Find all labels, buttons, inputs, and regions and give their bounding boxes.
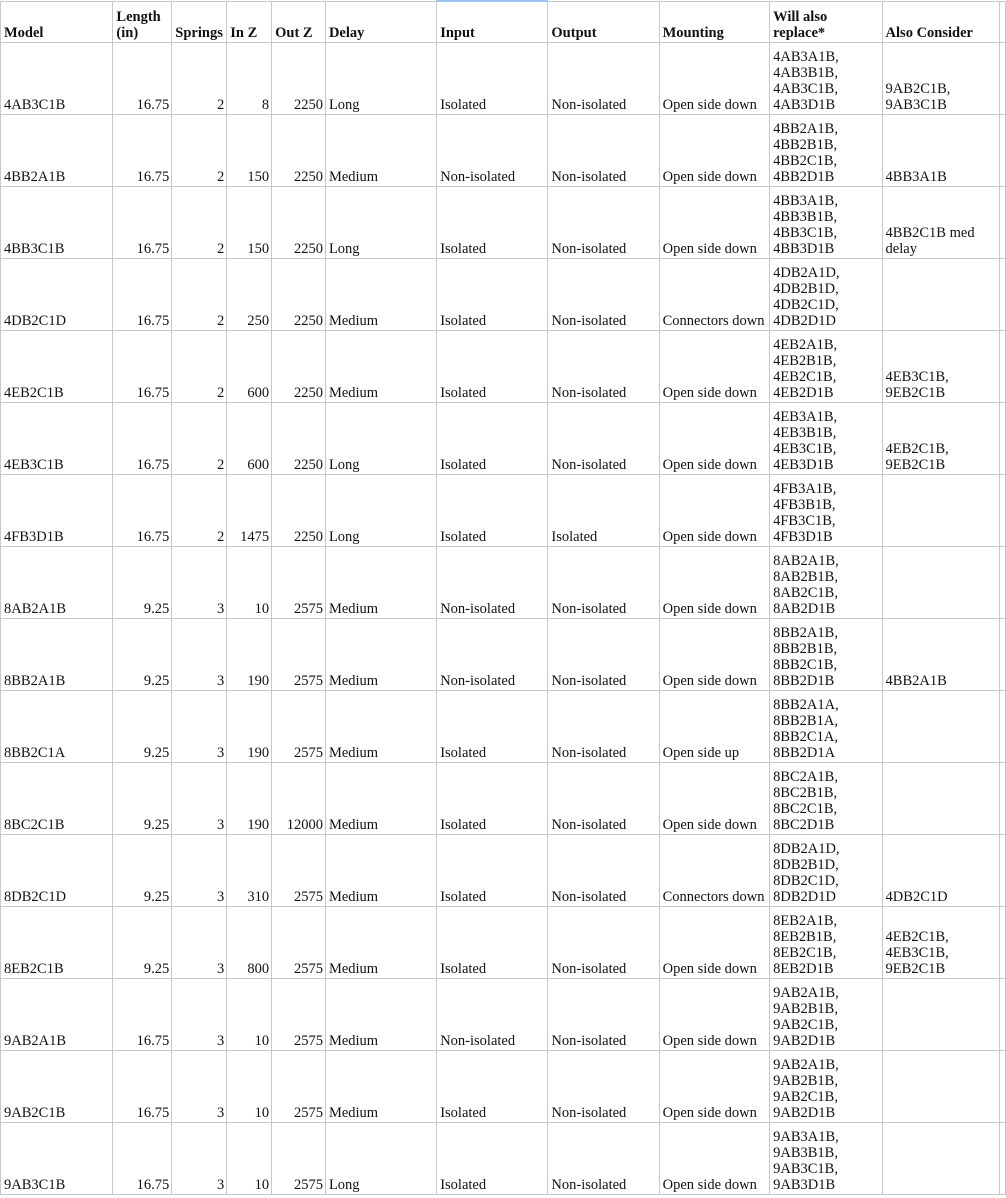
cell-consider[interactable]: [882, 474, 999, 546]
cell-output[interactable]: Isolated: [548, 474, 659, 546]
cell-in-z[interactable]: 10: [227, 1122, 272, 1194]
cell-mounting[interactable]: Open side down: [659, 186, 769, 258]
cell-model[interactable]: 9AB2C1B: [1, 1050, 113, 1122]
cell-out-z[interactable]: 2575: [272, 618, 326, 690]
cell-out-z[interactable]: 2250: [272, 42, 326, 114]
table-row: [1, 834, 1006, 906]
cell-output[interactable]: Non-isolated: [548, 690, 659, 762]
cell-input[interactable]: Non-isolated: [437, 546, 548, 618]
cell-consider[interactable]: 4BB3A1B: [882, 114, 999, 186]
cell-output[interactable]: Non-isolated: [548, 402, 659, 474]
cell-input[interactable]: Isolated: [437, 186, 548, 258]
cell-replace[interactable]: 8EB2A1B, 8EB2B1B, 8EB2C1B, 8EB2D1B: [770, 906, 882, 978]
cell-springs[interactable]: 3: [172, 546, 227, 618]
header-also-consider[interactable]: Also Consider: [882, 1, 999, 42]
cell-output[interactable]: Non-isolated: [548, 42, 659, 114]
cell-output[interactable]: Non-isolated: [548, 978, 659, 1050]
cell-input[interactable]: Isolated: [437, 1050, 548, 1122]
table-row: [1, 1050, 1006, 1122]
cell-consider[interactable]: [882, 978, 999, 1050]
cell-delay[interactable]: Medium: [325, 258, 436, 330]
cell-length[interactable]: 9.25: [113, 690, 172, 762]
cell-consider[interactable]: 9AB2C1B, 9AB3C1B: [882, 42, 999, 114]
table-row: [1, 762, 1006, 834]
cell-mounting[interactable]: Connectors down: [659, 258, 769, 330]
cell-springs[interactable]: 2: [172, 258, 227, 330]
cell-mounting[interactable]: Open side down: [659, 978, 769, 1050]
cell-model[interactable]: 8BB2C1A: [1, 690, 113, 762]
cell-output[interactable]: Non-isolated: [548, 258, 659, 330]
header-row: [1, 1, 1006, 42]
cell-consider[interactable]: [882, 1122, 999, 1194]
table-row: [1, 42, 1006, 114]
cell-out-z[interactable]: 2575: [272, 906, 326, 978]
cell-replace[interactable]: 4BB3A1B, 4BB3B1B, 4BB3C1B, 4BB3D1B: [770, 186, 882, 258]
cell-overflow[interactable]: [999, 330, 1005, 402]
header-overflow-column[interactable]: [999, 1, 1005, 42]
cell-springs[interactable]: 2: [172, 186, 227, 258]
header-in-z[interactable]: In Z: [227, 1, 272, 42]
cell-input[interactable]: Isolated: [437, 42, 548, 114]
cell-overflow[interactable]: [999, 474, 1005, 546]
cell-mounting[interactable]: Open side down: [659, 906, 769, 978]
cell-in-z[interactable]: 8: [227, 42, 272, 114]
cell-consider[interactable]: [882, 1050, 999, 1122]
header-length[interactable]: Length (in): [113, 1, 172, 42]
header-model[interactable]: Model: [1, 1, 113, 42]
cell-input[interactable]: Non-isolated: [437, 114, 548, 186]
cell-length[interactable]: 16.75: [113, 258, 172, 330]
cell-delay[interactable]: Medium: [325, 330, 436, 402]
cell-delay[interactable]: Long: [325, 474, 436, 546]
cell-consider[interactable]: 4EB2C1B, 9EB2C1B: [882, 402, 999, 474]
cell-input[interactable]: Isolated: [437, 330, 548, 402]
cell-overflow[interactable]: [999, 906, 1005, 978]
cell-springs[interactable]: 3: [172, 690, 227, 762]
cell-out-z[interactable]: 12000: [272, 762, 326, 834]
cell-out-z[interactable]: 2250: [272, 186, 326, 258]
table-row: [1, 114, 1006, 186]
cell-mounting[interactable]: Open side down: [659, 42, 769, 114]
cell-overflow[interactable]: [999, 114, 1005, 186]
cell-delay[interactable]: Medium: [325, 834, 436, 906]
cell-model[interactable]: 4EB2C1B: [1, 330, 113, 402]
cell-out-z[interactable]: 2250: [272, 402, 326, 474]
cell-model[interactable]: 4EB3C1B: [1, 402, 113, 474]
cell-overflow[interactable]: [999, 1122, 1005, 1194]
cell-consider[interactable]: [882, 546, 999, 618]
cell-delay[interactable]: Medium: [325, 114, 436, 186]
cell-springs[interactable]: 3: [172, 978, 227, 1050]
cell-springs[interactable]: 2: [172, 402, 227, 474]
cell-output[interactable]: Non-isolated: [548, 906, 659, 978]
cell-mounting[interactable]: Open side down: [659, 114, 769, 186]
cell-output[interactable]: Non-isolated: [548, 114, 659, 186]
header-mounting[interactable]: Mounting: [659, 1, 769, 42]
cell-replace[interactable]: 4BB2A1B, 4BB2B1B, 4BB2C1B, 4BB2D1B: [770, 114, 882, 186]
cell-replace[interactable]: 4EB3A1B, 4EB3B1B, 4EB3C1B, 4EB3D1B: [770, 402, 882, 474]
cell-length[interactable]: 16.75: [113, 474, 172, 546]
cell-input[interactable]: Isolated: [437, 1122, 548, 1194]
cell-out-z[interactable]: 2575: [272, 546, 326, 618]
cell-model[interactable]: 4AB3C1B: [1, 42, 113, 114]
cell-replace[interactable]: 4FB3A1B, 4FB3B1B, 4FB3C1B, 4FB3D1B: [770, 474, 882, 546]
cell-input[interactable]: Isolated: [437, 690, 548, 762]
cell-input[interactable]: Non-isolated: [437, 618, 548, 690]
cell-springs[interactable]: 3: [172, 834, 227, 906]
cell-model[interactable]: 8BC2C1B: [1, 762, 113, 834]
table-row: [1, 978, 1006, 1050]
cell-springs[interactable]: 3: [172, 618, 227, 690]
cell-input[interactable]: Isolated: [437, 762, 548, 834]
cell-consider[interactable]: 4EB3C1B, 9EB2C1B: [882, 330, 999, 402]
cell-overflow[interactable]: [999, 546, 1005, 618]
cell-consider[interactable]: [882, 762, 999, 834]
cell-out-z[interactable]: 2250: [272, 114, 326, 186]
cell-delay[interactable]: Medium: [325, 618, 436, 690]
cell-delay[interactable]: Long: [325, 186, 436, 258]
cell-overflow[interactable]: [999, 258, 1005, 330]
cell-consider[interactable]: 4BB2A1B: [882, 618, 999, 690]
cell-in-z[interactable]: 150: [227, 114, 272, 186]
table-row: [1, 258, 1006, 330]
cell-delay[interactable]: Medium: [325, 690, 436, 762]
cell-overflow[interactable]: [999, 978, 1005, 1050]
cell-springs[interactable]: 3: [172, 1122, 227, 1194]
cell-mounting[interactable]: Open side down: [659, 402, 769, 474]
table-body: [1, 42, 1006, 1194]
cell-model[interactable]: 9AB2A1B: [1, 978, 113, 1050]
cell-overflow[interactable]: [999, 42, 1005, 114]
cell-output[interactable]: Non-isolated: [548, 762, 659, 834]
cell-replace[interactable]: 8BB2A1A, 8BB2B1A, 8BB2C1A, 8BB2D1A: [770, 690, 882, 762]
cell-replace[interactable]: 4DB2A1D, 4DB2B1D, 4DB2C1D, 4DB2D1D: [770, 258, 882, 330]
cell-length[interactable]: 16.75: [113, 1122, 172, 1194]
cell-replace[interactable]: 8DB2A1D, 8DB2B1D, 8DB2C1D, 8DB2D1D: [770, 834, 882, 906]
cell-model[interactable]: 4BB2A1B: [1, 114, 113, 186]
cell-in-z[interactable]: 10: [227, 546, 272, 618]
cell-output[interactable]: Non-isolated: [548, 834, 659, 906]
header-springs[interactable]: Springs: [172, 1, 227, 42]
cell-overflow[interactable]: [999, 834, 1005, 906]
cell-model[interactable]: 8EB2C1B: [1, 906, 113, 978]
cell-springs[interactable]: 2: [172, 114, 227, 186]
cell-mounting[interactable]: Open side up: [659, 690, 769, 762]
cell-output[interactable]: Non-isolated: [548, 330, 659, 402]
header-input[interactable]: Input: [437, 1, 548, 42]
cell-mounting[interactable]: Open side down: [659, 546, 769, 618]
cell-input[interactable]: Non-isolated: [437, 978, 548, 1050]
cell-out-z[interactable]: 2250: [272, 330, 326, 402]
cell-in-z[interactable]: 600: [227, 402, 272, 474]
cell-overflow[interactable]: [999, 762, 1005, 834]
cell-model[interactable]: 8AB2A1B: [1, 546, 113, 618]
cell-length[interactable]: 16.75: [113, 1050, 172, 1122]
header-will-also-replace[interactable]: Will also replace*: [770, 1, 882, 42]
table-row: [1, 690, 1006, 762]
cell-length[interactable]: 16.75: [113, 186, 172, 258]
cell-length[interactable]: 16.75: [113, 114, 172, 186]
cell-in-z[interactable]: 600: [227, 330, 272, 402]
cell-springs[interactable]: 2: [172, 474, 227, 546]
cell-out-z[interactable]: 2575: [272, 978, 326, 1050]
cell-length[interactable]: 9.25: [113, 762, 172, 834]
cell-input[interactable]: Isolated: [437, 906, 548, 978]
cell-consider[interactable]: 4BB2C1B med delay: [882, 186, 999, 258]
cell-mounting[interactable]: Open side down: [659, 762, 769, 834]
cell-length[interactable]: 16.75: [113, 42, 172, 114]
table-row: [1, 546, 1006, 618]
cell-mounting[interactable]: Open side down: [659, 330, 769, 402]
cell-replace[interactable]: 8BB2A1B, 8BB2B1B, 8BB2C1B, 8BB2D1B: [770, 618, 882, 690]
cell-length[interactable]: 16.75: [113, 330, 172, 402]
cell-length[interactable]: 16.75: [113, 402, 172, 474]
cell-in-z[interactable]: 800: [227, 906, 272, 978]
cell-springs[interactable]: 2: [172, 330, 227, 402]
cell-replace[interactable]: 8AB2A1B, 8AB2B1B, 8AB2C1B, 8AB2D1B: [770, 546, 882, 618]
cell-consider[interactable]: 4DB2C1D: [882, 834, 999, 906]
cell-length[interactable]: 9.25: [113, 906, 172, 978]
cell-replace[interactable]: 9AB3A1B, 9AB3B1B, 9AB3C1B, 9AB3D1B: [770, 1122, 882, 1194]
cell-model[interactable]: 4BB3C1B: [1, 186, 113, 258]
cell-overflow[interactable]: [999, 690, 1005, 762]
cell-out-z[interactable]: 2575: [272, 1122, 326, 1194]
cell-overflow[interactable]: [999, 402, 1005, 474]
cell-delay[interactable]: Medium: [325, 546, 436, 618]
table-row: [1, 906, 1006, 978]
cell-delay[interactable]: Medium: [325, 906, 436, 978]
cell-in-z[interactable]: 190: [227, 690, 272, 762]
cell-in-z[interactable]: 150: [227, 186, 272, 258]
cell-mounting[interactable]: Open side down: [659, 1050, 769, 1122]
cell-in-z[interactable]: 250: [227, 258, 272, 330]
cell-consider[interactable]: [882, 690, 999, 762]
cell-replace[interactable]: 9AB2A1B, 9AB2B1B, 9AB2C1B, 9AB2D1B: [770, 978, 882, 1050]
cell-model[interactable]: 4DB2C1D: [1, 258, 113, 330]
cell-springs[interactable]: 2: [172, 42, 227, 114]
cell-model[interactable]: 8BB2A1B: [1, 618, 113, 690]
cell-consider[interactable]: 4EB2C1B, 4EB3C1B, 9EB2C1B: [882, 906, 999, 978]
cell-output[interactable]: Non-isolated: [548, 186, 659, 258]
cell-out-z[interactable]: 2575: [272, 1050, 326, 1122]
cell-springs[interactable]: 3: [172, 1050, 227, 1122]
cell-springs[interactable]: 3: [172, 762, 227, 834]
cell-mounting[interactable]: Connectors down: [659, 834, 769, 906]
cell-delay[interactable]: Long: [325, 1122, 436, 1194]
cell-length[interactable]: 9.25: [113, 618, 172, 690]
cell-model[interactable]: 8DB2C1D: [1, 834, 113, 906]
cell-out-z[interactable]: 2575: [272, 834, 326, 906]
table-row: [1, 618, 1006, 690]
cell-input[interactable]: Isolated: [437, 474, 548, 546]
cell-consider[interactable]: [882, 258, 999, 330]
cell-in-z[interactable]: 190: [227, 618, 272, 690]
cell-mounting[interactable]: Open side down: [659, 1122, 769, 1194]
cell-model[interactable]: 9AB3C1B: [1, 1122, 113, 1194]
cell-delay[interactable]: Long: [325, 402, 436, 474]
cell-output[interactable]: Non-isolated: [548, 1050, 659, 1122]
cell-input[interactable]: Isolated: [437, 402, 548, 474]
cell-model[interactable]: 4FB3D1B: [1, 474, 113, 546]
cell-length[interactable]: 9.25: [113, 546, 172, 618]
cell-overflow[interactable]: [999, 186, 1005, 258]
cell-in-z[interactable]: 310: [227, 834, 272, 906]
cell-delay[interactable]: Medium: [325, 978, 436, 1050]
cell-delay[interactable]: Long: [325, 42, 436, 114]
cell-output[interactable]: Non-isolated: [548, 546, 659, 618]
table-row: [1, 1122, 1006, 1194]
cell-delay[interactable]: Medium: [325, 1050, 436, 1122]
cell-mounting[interactable]: Open side down: [659, 618, 769, 690]
cell-in-z[interactable]: 1475: [227, 474, 272, 546]
cell-replace[interactable]: 4AB3A1B, 4AB3B1B, 4AB3C1B, 4AB3D1B: [770, 42, 882, 114]
cell-out-z[interactable]: 2575: [272, 690, 326, 762]
header-delay[interactable]: Delay: [325, 1, 436, 42]
header-output[interactable]: Output: [548, 1, 659, 42]
table-row: [1, 474, 1006, 546]
cell-springs[interactable]: 3: [172, 906, 227, 978]
cell-mounting[interactable]: Open side down: [659, 474, 769, 546]
cell-length[interactable]: 9.25: [113, 834, 172, 906]
cell-output[interactable]: Non-isolated: [548, 618, 659, 690]
cell-replace[interactable]: 4EB2A1B, 4EB2B1B, 4EB2C1B, 4EB2D1B: [770, 330, 882, 402]
cell-input[interactable]: Isolated: [437, 258, 548, 330]
cell-replace[interactable]: 9AB2A1B, 9AB2B1B, 9AB2C1B, 9AB2D1B: [770, 1050, 882, 1122]
cell-replace[interactable]: 8BC2A1B, 8BC2B1B, 8BC2C1B, 8BC2D1B: [770, 762, 882, 834]
cell-in-z[interactable]: 10: [227, 1050, 272, 1122]
cell-overflow[interactable]: [999, 618, 1005, 690]
cell-out-z[interactable]: 2250: [272, 258, 326, 330]
cell-input[interactable]: Isolated: [437, 834, 548, 906]
cell-length[interactable]: 16.75: [113, 978, 172, 1050]
table-row: [1, 330, 1006, 402]
cell-delay[interactable]: Medium: [325, 762, 436, 834]
table-row: [1, 402, 1006, 474]
table-row: [1, 186, 1006, 258]
cell-in-z[interactable]: 190: [227, 762, 272, 834]
cell-overflow[interactable]: [999, 1050, 1005, 1122]
cell-in-z[interactable]: 10: [227, 978, 272, 1050]
header-out-z[interactable]: Out Z: [272, 1, 326, 42]
cell-output[interactable]: Non-isolated: [548, 1122, 659, 1194]
cell-out-z[interactable]: 2250: [272, 474, 326, 546]
